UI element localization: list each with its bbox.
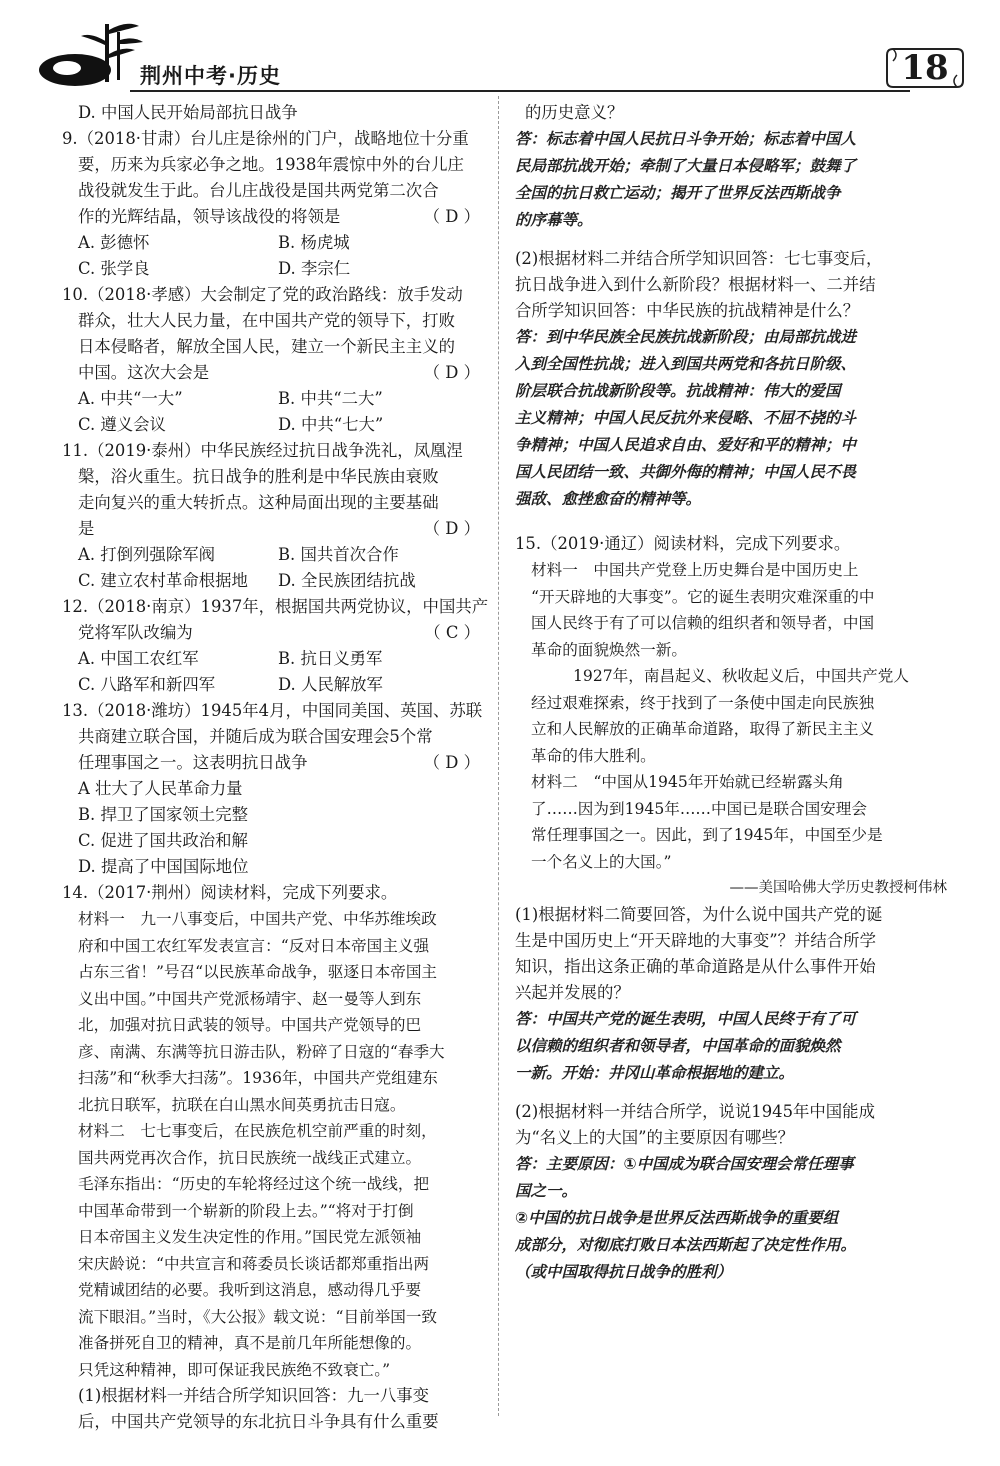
option: C. 建立农村革命根据地 <box>78 571 248 590</box>
mat-line: 1927年，南昌起义、秋收起义后，中国共产党人 <box>573 667 909 685</box>
left-column <box>62 100 489 1435</box>
q-line: 战役就发生于此。台儿庄战役是国共两党第二次合 <box>78 181 439 200</box>
answer-line: （或中国取得抗日战争的胜利） <box>515 1262 733 1281</box>
mat-line: 了……因为到1945年……中国已是联合国安理会 <box>531 799 867 818</box>
q-line: 11.（2019·泰州）中华民族经过抗日战争洗礼，凤凰涅 <box>62 441 463 460</box>
mat-line: 革命的伟大胜利。 <box>531 746 656 765</box>
q-line: 作的光辉结晶，领导该战役的将领是 （ D ） <box>62 204 482 230</box>
question-10 <box>62 282 482 438</box>
answer-line: 国人民团结一致、共御外侮的精神；中国人民不畏 <box>515 463 857 481</box>
mat-line: 中国革命带到一个崭新的阶段上去。”“将对于打倒 <box>78 1201 414 1220</box>
answer-bracket: （ D ） <box>423 519 480 538</box>
answer-line: 答：标志着中国人民抗日斗争开始；标志着中国人 <box>515 130 857 148</box>
answer-bracket: （ D ） <box>423 207 480 226</box>
answer-line: 全国的抗日救亡运动；揭开了世界反法西斯战争 <box>515 184 841 202</box>
mat-line: 扫荡”和“秋季大扫荡”。1936年，中国共产党组建东 <box>78 1069 438 1087</box>
q-line: 群众，壮大人民力量，在中国共产党的领导下，打败 <box>78 311 455 330</box>
mat-line: 日本帝国主义发生决定性的作用。”国民党左派领袖 <box>78 1228 422 1246</box>
mat-line: 一个名义上的大国。” <box>531 852 672 871</box>
mat-line: 常任理事国之一。因此，到了1945年，中国至少是 <box>531 826 883 844</box>
q-line: 10.（2018·孝感）大会制定了党的政治路线：放手发动 <box>62 285 463 304</box>
option: A 壮大了人民革命力量 <box>78 779 243 798</box>
q-line: 12.（2018·南京）1937年，根据国共两党协议，中国共产 <box>62 597 489 616</box>
answer-line: 国之一。 <box>515 1181 578 1200</box>
mat-line: 彦、南满、东满等抗日游击队，粉碎了日寇的“春季大 <box>78 1042 445 1061</box>
answer-bracket: （ D ） <box>423 753 480 772</box>
page-header <box>30 10 970 90</box>
answer-line: 成部分，对彻底打败日本法西斯起了决定性作用。 <box>515 1235 857 1254</box>
question-14 <box>62 880 482 1435</box>
option: D. 人民解放军 <box>278 675 383 694</box>
mat-line: 府和中国工农红军发表宣言：“反对日本帝国主义强 <box>78 936 430 955</box>
options-row <box>62 646 482 672</box>
sub-question: 知识，指出这条正确的革命道路是从什么事件开始 <box>515 956 876 976</box>
mat-line: 宋庆龄说：“中共宣言和蒋委员长谈话都郑重指出两 <box>78 1254 430 1273</box>
mat-line: 国共两党再次合作，抗日民族统一战线正式建立。 <box>78 1148 422 1167</box>
option: C. 促进了国共政治和解 <box>78 831 248 850</box>
answer-line: 争精神；中国人民追求自由、爱好和平的精神；中 <box>515 436 857 454</box>
q-line: 13.（2018·潍坊）1945年4月，中国同美国、英国、苏联 <box>62 701 483 720</box>
q-line: 是 （ D ） <box>62 516 482 542</box>
question-15 <box>515 531 947 1286</box>
page-number: 18 <box>901 48 949 88</box>
option: A. 打倒列强除军阀 <box>78 545 215 564</box>
mat-line: 只凭这种精神，即可保证我民族绝不致衰亡。” <box>78 1360 391 1379</box>
q-line: 中国。这次大会是 （ D ） <box>62 360 482 386</box>
header-rule <box>130 90 910 92</box>
option: A. 彭德怀 <box>78 233 150 252</box>
option: D. 全民族团结抗战 <box>278 571 416 590</box>
answer-14-2 <box>515 324 947 513</box>
option: C. 张学良 <box>78 259 150 278</box>
q-line: 走向复兴的重大转折点。这种局面出现的主要基础 <box>78 493 439 512</box>
options-row <box>62 672 482 698</box>
bamboo-logo-icon <box>35 18 145 90</box>
answer-line: ②中国的抗日战争是世界反法西斯战争的重要组 <box>515 1208 839 1227</box>
sub-question: (2)根据材料二并结合所学知识回答：七七事变后， <box>515 249 883 268</box>
option: B. 捍卫了国家领土完整 <box>78 805 248 824</box>
answer-15-2 <box>515 1151 947 1286</box>
material-1 <box>515 557 947 769</box>
option: B. 中共“二大” <box>278 389 383 408</box>
answer-line: 答：中国共产党的诞生表明，中国人民终于有了可 <box>515 1009 857 1028</box>
answer-14-1 <box>515 126 947 234</box>
mat-line: 经过艰难探索，终于找到了一条使中国走向民族独 <box>531 693 875 712</box>
answer-line: 以信赖的组织者和领导者，中国革命的面貌焕然 <box>515 1036 841 1055</box>
question-11 <box>62 438 482 594</box>
mat-line: 义出中国。”中国共产党派杨靖宇、赵一曼等人到东 <box>78 989 422 1008</box>
material-1 <box>62 906 482 1118</box>
q-line: 任理事国之一。这表明抗日战争 （ D ） <box>62 750 482 776</box>
sub-question: (2)根据材料一并结合所学，说说1945年中国能成 <box>515 1101 875 1121</box>
q-head: 15.（2019·通辽）阅读材料，完成下列要求。 <box>515 534 851 553</box>
option: B. 杨虎城 <box>278 233 350 252</box>
options-row <box>62 386 482 412</box>
option: B. 国共首次合作 <box>278 545 399 564</box>
mat-line: 材料一 中国共产党登上历史舞台是中国历史上 <box>531 561 859 579</box>
answer-line: 主义精神；中国人民反抗外来侵略、不屈不挠的斗 <box>515 409 857 427</box>
option: C. 遵义会议 <box>78 415 166 434</box>
mat-line: 材料一 九一八事变后，中国共产党、中华苏维埃政 <box>78 910 437 928</box>
options-row <box>62 256 482 282</box>
mat-line: 流下眼泪。”当时，《大公报》载文说：“目前举国一致 <box>78 1307 438 1326</box>
answer-line: 一新。开始：井冈山革命根据地的建立。 <box>515 1063 795 1082</box>
material-source: ——美国哈佛大学历史教授柯伟林 <box>729 880 947 896</box>
option: B. 抗日义勇军 <box>278 649 383 668</box>
answer-line: 的序幕等。 <box>515 211 593 229</box>
mat-line: 革命的面貌焕然一新。 <box>531 640 687 659</box>
options-row <box>62 542 482 568</box>
column-divider <box>498 96 499 1416</box>
answer-line: 入到全国性抗战；进入到国共两党和各抗日阶级、 <box>515 355 857 373</box>
q-line: 共商建立联合国，并随后成为联合国安理会5个常 <box>78 727 433 746</box>
option: C. 八路军和新四军 <box>78 675 216 694</box>
mat-line: 毛泽东指出：“历史的车轮将经过这个统一战线，把 <box>78 1175 430 1193</box>
answer-line: 民局部抗战开始；牵制了大量日本侵略军；鼓舞了 <box>515 157 857 175</box>
material-2 <box>515 769 947 902</box>
option: D. 提高了中国国际地位 <box>78 857 249 876</box>
mat-line: “开天辟地的大事变”。它的诞生表明灾难深重的中 <box>531 587 875 606</box>
sub-question: (1)根据材料二简要回答，为什么说中国共产党的诞 <box>515 904 883 924</box>
page-number-box <box>885 45 965 91</box>
q-line: 要，历来为兵家必争之地。1938年震惊中外的台儿庄 <box>78 155 464 174</box>
mat-line: 材料二 “中国从1945年开始就已经崭露头角 <box>531 773 844 791</box>
q14-continued: 的历史意义？ <box>525 103 624 122</box>
answer-15-1 <box>515 1006 947 1087</box>
mat-line: 国人民终于有了可以信赖的组织者和领导者，中国 <box>531 614 875 632</box>
options-row <box>62 568 482 594</box>
answer-line: 答：到中华民族全民族抗战新阶段；由局部抗战进 <box>515 328 857 346</box>
sub-question: 为“名义上的大国”的主要原因有哪些？ <box>515 1127 795 1147</box>
question-13 <box>62 698 482 880</box>
sub-question: 兴起并发展的？ <box>515 982 630 1002</box>
q-line: 党将军队改编为 （ C ） <box>62 620 482 646</box>
mat-line: 北抗日联军，抗联在白山黑水间英勇抗击日寇。 <box>78 1095 406 1114</box>
q-line: 日本侵略者，解放全国人民，建立一个新民主主义的 <box>78 337 455 356</box>
material-2 <box>62 1118 482 1383</box>
option: D. 中共“七大” <box>278 415 384 434</box>
question-9 <box>62 126 482 282</box>
sub-question: 生是中国历史上“开天辟地的大事变”？并结合所学 <box>515 930 876 950</box>
q-head: 14.（2017·荆州）阅读材料，完成下列要求。 <box>62 883 398 902</box>
mat-line: 占东三省！”号召“以民族革命战争，驱逐日本帝国主 <box>78 963 438 981</box>
option: D. 李宗仁 <box>278 259 351 278</box>
answer-bracket: （ D ） <box>423 363 480 382</box>
mat-line: 准备拼死自卫的精神，真不是前几年所能想像的。 <box>78 1334 422 1352</box>
mat-line: 北，加强对抗日武装的领导。中国共产党领导的巴 <box>78 1016 422 1034</box>
answer-bracket: （ C ） <box>424 623 480 642</box>
options-row <box>62 230 482 256</box>
mat-line: 材料二 七七事变后，在民族危机空前严重的时刻， <box>78 1122 437 1140</box>
sub-question: 合所学知识回答：中华民族的抗战精神是什么？ <box>515 301 860 320</box>
options-row <box>62 412 482 438</box>
series-title: 荆州中考·历史 <box>140 64 281 88</box>
option: A. 中共“一大” <box>78 389 183 408</box>
sub-question: 后，中国共产党领导的东北抗日斗争具有什么重要 <box>78 1412 439 1431</box>
q-line: 9.（2018·甘肃）台儿庄是徐州的门户，战略地位十分重 <box>62 129 469 148</box>
mat-line: 立和人民解放的正确革命道路，取得了新民主主义 <box>531 720 875 738</box>
question-12 <box>62 594 489 698</box>
q-line: 槃，浴火重生。抗日战争的胜利是中华民族由衰败 <box>78 467 439 486</box>
sub-question: (1)根据材料一并结合所学知识回答：九一八事变 <box>78 1386 430 1405</box>
sub-question: 抗日战争进入到什么新阶段？根据材料一、二并结 <box>515 275 876 294</box>
answer-line: 阶层联合抗战新阶段等。抗战精神：伟大的爱国 <box>515 382 841 400</box>
mat-line: 党精诚团结的必要。我听到这消息，感动得几乎要 <box>78 1281 422 1299</box>
option: A. 中国工农红军 <box>78 649 199 668</box>
q8-option-d: D. 中国人民开始局部抗日战争 <box>78 103 298 122</box>
right-column <box>515 100 947 1286</box>
answer-line: 答：主要原因：①中国成为联合国安理会常任理事 <box>515 1154 854 1173</box>
answer-line: 强敌、愈挫愈奋的精神等。 <box>515 490 702 508</box>
